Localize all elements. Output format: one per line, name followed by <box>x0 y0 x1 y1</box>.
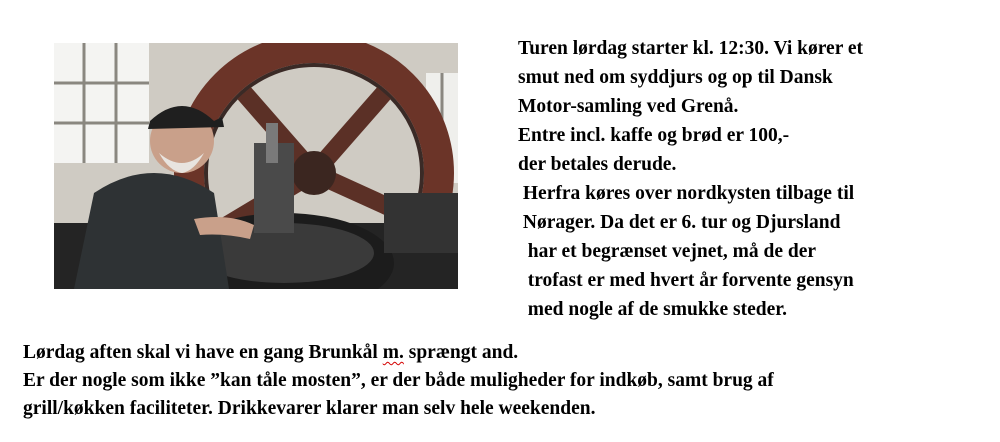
evening-plans <box>23 339 983 423</box>
event-description <box>518 34 988 324</box>
text-line: Motor-samling ved Grenå. <box>518 96 739 117</box>
line-end: sprængt and. <box>403 342 519 363</box>
text-line: Er der nogle som ikke ”kan tåle mosten”, er der både muligheder for indkøb, samt brug af <box>23 370 774 391</box>
spellcheck-flagged-word: m. <box>382 342 404 363</box>
text-line: har et begrænset vejnet, må de der <box>518 241 817 262</box>
text-line: Entre incl. kaffe og brød er 100,- <box>518 125 790 146</box>
photo-engine-man-icon <box>54 43 458 289</box>
text-line: Nørager. Da det er 6. tur og Djursland <box>518 212 841 233</box>
text-line: grill/køkken faciliteter. Drikkevarer klarer man selv hele weekenden. <box>23 398 596 419</box>
text-line: smut ned om syddjurs og op til Dansk <box>518 67 833 88</box>
text-line: Turen lørdag starter kl. 12:30. Vi kører et <box>518 38 864 59</box>
text-line <box>23 339 983 367</box>
text-line: med nogle af de smukke steder. <box>518 299 788 320</box>
text-line: Herfra køres over nordkysten tilbage til <box>518 183 855 204</box>
line-start: Lørdag aften skal vi have en gang Brunkål <box>23 342 383 363</box>
text-line: der betales derude. <box>518 154 677 175</box>
text-line: trofast er med hvert år forvente gensyn <box>518 270 854 291</box>
engine-photo <box>54 43 458 289</box>
